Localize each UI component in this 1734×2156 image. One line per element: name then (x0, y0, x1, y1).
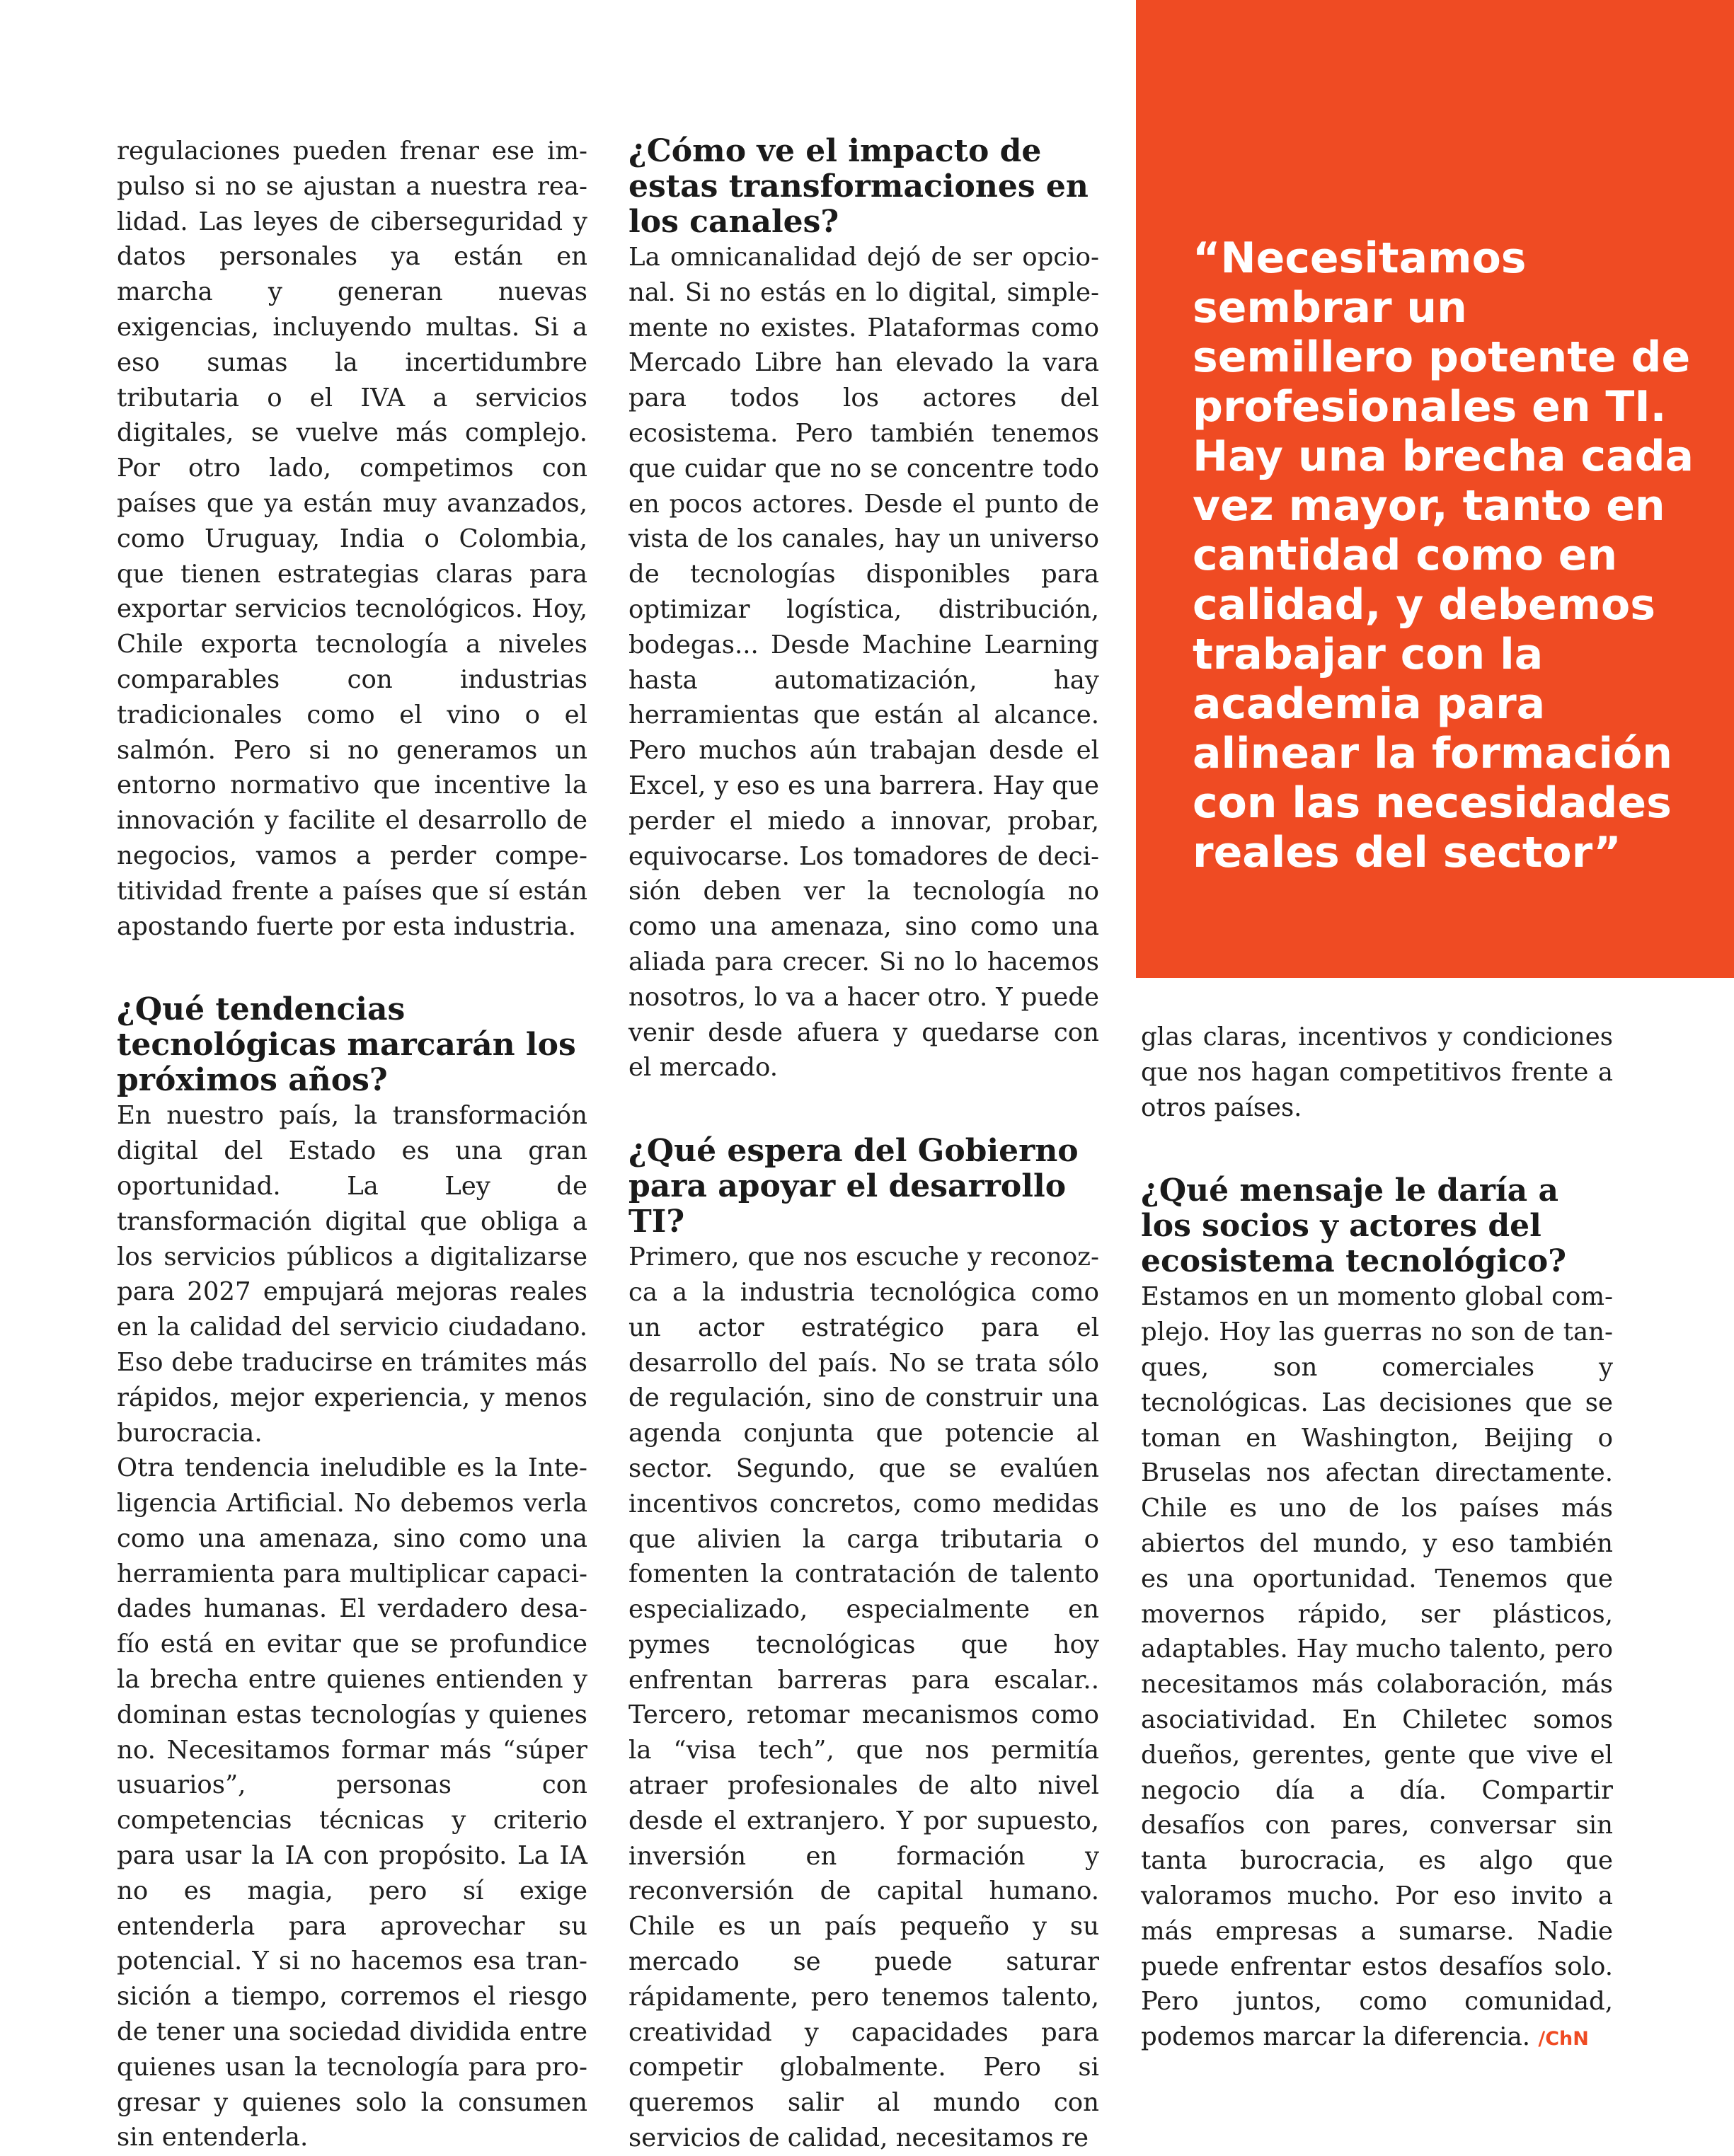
body-paragraph: Otra tendencia ineludible es la Inteligencia Artificial. No debemos verla como una amenaza, sino como una herramienta para multiplicar capacidades humanas. El verdadero desafío está en evitar que se profundice la brecha entre quienes entienden y dominan estas tecnologías y quienes no. Necesitamos formar más “súper usuarios”, personas con competencias técnicas y criterio para usar la IA con propósito. La IA no es magia, pero sí exige entenderla para aprovechar su potencial. Y si no hacemos esa transición a tiempo, corremos el riesgo de tener una sociedad dividida entre quienes usan la tecnología para progresar y quienes solo la consumen sin entenderla. (117, 1453, 587, 2152)
body-paragraph: regulaciones pueden frenar ese impulso si no se ajustan a nuestra realidad. Las leyes de ciberseguridad y datos personales ya están en marcha y generan nuevas exigencias, incluyendo multas. Si a eso sumas la incertidumbre tributaria o el IVA a servicios digitales, se vuelve más complejo. Por otro lado, competimos con países que ya están muy avanzados, como Uruguay, India o Colombia, que tienen estrategias claras para exportar servicios tecnológicos. Hoy, Chile exporta tecnología a niveles comparables con industrias tradicionales como el vino o el salmón. Pero si no generamos un entorno normativo que incentive la innovación y facilite el desarrollo de negocios, vamos a perder competitividad frente a países que sí están apostando fuerte por esta industria. (117, 137, 587, 941)
question-heading: ¿Qué tendencias tecnológicas marcarán los próximos años? (117, 991, 576, 1099)
question-heading: ¿Qué mensaje le daría a los socios y actores del ecosistema tecnológico? (1141, 1172, 1567, 1280)
body-paragraph: glas claras, incentivos y condiciones que nos hagan competitivos frente a otros países. (1141, 1022, 1613, 1122)
question-heading: ¿Qué espera del Gobierno para apoyar el desarrollo TI? (628, 1133, 1079, 1240)
pull-quote: “Necesitamos sembrar un semillero potente de profesionales en TI. Hay una brecha cada vez mayor, tanto en cantidad como en calidad, y debemos trabajar con la academia para alinear la formación con las necesidades reales del sector” (1193, 234, 1694, 877)
signoff: /ChN (1538, 2028, 1589, 2051)
body-paragraph: La omnicanalidad dejó de ser opcional. Si no estás en lo digital, simplemente no existes. Plataformas como Mercado Libre han elevado la vara para todos los actores del ecosistema. Pero también tenemos que cuidar que no se concentre todo en pocos actores. Desde el punto de vista de los canales, hay un universo de tecnologías disponibles para optimizar logística, distribución, bodegas... Desde Machine Learning hasta automatización, hay herramientas que están al alcance. Pero muchos aún trabajan desde el Excel, y eso es una barrera. Hay que perder el miedo a innovar, probar, equivocarse. Los tomadores de decisión deben ver la tecnología no como una amenaza, sino como una aliada para crecer. Si no lo hacemos nosotros, lo va a hacer otro. Y puede venir desde afuera y quedarse con el mercado. (628, 243, 1099, 1083)
article-column-2 (628, 134, 1099, 2156)
body-paragraph: En nuestro país, la transformación digital del Estado es una gran oportunidad. La Ley de transformación digital que obliga a los servicios públicos a digitalizarse para 2027 empujará mejoras reales en la calidad del servicio ciudadano. Eso debe traducirse en trámites más rápidos, mejor experiencia, y menos burocracia. (117, 1101, 587, 1448)
pull-quote-box (1136, 0, 1734, 978)
article-column-3 (1141, 1020, 1613, 2057)
article-column-1 (117, 134, 587, 2155)
body-paragraph (1141, 1279, 1613, 2057)
question-heading: ¿Cómo ve el impacto de estas transformaciones en los canales? (628, 133, 1089, 240)
closing-text: Estamos en un momento global complejo. Hoy las guerras no son de tanques, son comerciales y tecnológicas. Las decisiones que se toman en Washington, Beijing o Bruselas nos afectan directamente. Chile es uno de los países más abiertos del mundo, y eso también es una oportunidad. Tenemos que movernos rápido, ser plásticos, adaptables. Hay mucho talento, pero necesitamos más colaboración, más asociatividad. En Chiletec somos dueños, gerentes, gente que vive el negocio día a día. Compartir desafíos con pares, conversar sin tanta burocracia, es algo que valoramos mucho. Por eso invito a más empresas a sumarse. Nadie puede enfrentar estos desafíos solo. Pero juntos, como comunidad, podemos marcar la diferencia. (1141, 1282, 1613, 2052)
body-paragraph: Primero, que nos escuche y reconozca a la industria tecnológica como un actor estratégico para el desarrollo del país. No se trata sólo de regulación, sino de construir una agenda conjunta que potencie al sector. Segundo, que se evalúen incentivos concretos, como medidas que alivien la carga tributaria o fomenten la contratación de talento especializado, especialmente en pymes tecnológicas que hoy enfrentan barreras para escalar.. Tercero, retomar mecanismos como la “visa tech”, que nos permitía atraer profesionales de alto nivel desde el extranjero. Y por supuesto, inversión en formación y reconversión de capital humano. Chile es un país pequeño y su mercado se puede saturar rápidamente, pero tenemos talento, creatividad y capacidades para competir globalmente. Pero si queremos salir al mundo con servicios de calidad, necesitamos re (628, 1243, 1099, 2153)
